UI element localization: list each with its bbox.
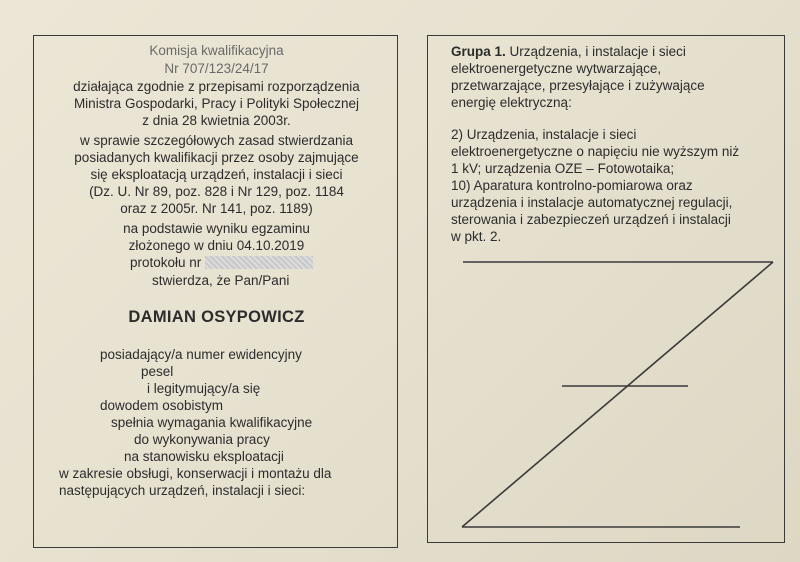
- body-line: w zakresie obsługi, konserwacji i montażu dla: [59, 466, 332, 481]
- body-line: spełnia wymagania kwalifikacyjne: [111, 415, 313, 430]
- group-label: Grupa 1.: [451, 44, 506, 59]
- holder-name: DAMIAN OSYPOWICZ: [128, 308, 305, 326]
- legal-text-line: posiadanych kwalifikacji przez osoby zajmujące: [74, 150, 359, 165]
- exam-date: złożonego w dniu 04.10.2019: [128, 238, 305, 253]
- commission-title: Komisja kwalifikacyjna: [149, 43, 284, 58]
- z-diagonal-line: [462, 262, 773, 527]
- body-line: do wykonywania pracy: [134, 432, 270, 447]
- body-line: posiadający/a numer ewidencyjny: [100, 347, 302, 362]
- states-text: stwierdza, że Pan/Pani: [152, 273, 290, 288]
- item-line: 1 kV; urządzenia OZE – Fotowotaika;: [451, 161, 675, 176]
- commission-number: Nr 707/123/24/17: [164, 61, 269, 76]
- protocol-label: protokołu nr: [130, 255, 202, 270]
- legal-text-line: na podstawie wyniku egzaminu: [123, 221, 310, 236]
- legal-text-line: się eksploatacją urządzeń, instalacji i sieci: [90, 167, 343, 182]
- item-line: sterowania i zabezpieczeń urządzeń i instalacji: [451, 212, 731, 227]
- group-desc: Urządzenia, i instalacje i sieci: [509, 44, 686, 59]
- body-line: na stanowisku eksploatacji: [124, 449, 284, 464]
- group-desc-line: elektroenergetyczne wytwarzające,: [451, 61, 662, 76]
- legal-text-line: w sprawie szczegółowych zasad stwierdzania: [79, 133, 354, 148]
- pesel-label: pesel: [141, 364, 174, 379]
- legal-text-line: Ministra Gospodarki, Pracy i Polityki Społecznej: [73, 96, 360, 111]
- body-line: następujących urządzeń, instalacji i sieci:: [59, 483, 306, 498]
- legal-text-line: oraz z 2005r. Nr 141, poz. 1189): [120, 201, 313, 216]
- legal-text-line: z dnia 28 kwietnia 2003r.: [142, 113, 291, 128]
- item-line: elektroenergetyczne o napięciu nie wyższym niż: [451, 144, 740, 159]
- item-line: urządzenia i instalacje automatycznej regulacji,: [451, 195, 733, 210]
- body-line: i legitymujący/a się: [147, 381, 261, 396]
- group-desc-line: energię elektryczną:: [451, 95, 572, 110]
- group-desc-line: przetwarzające, przesyłające i zużywające: [451, 78, 705, 93]
- item-line: 10) Aparatura kontrolno-pomiarowa oraz: [451, 178, 693, 193]
- item-line: w pkt. 2.: [451, 229, 502, 244]
- legal-text-line: działająca zgodnie z przepisami rozporządzenia: [73, 79, 360, 94]
- item-line: 2) Urządzenia, instalacje i sieci: [451, 127, 637, 142]
- body-line: dowodem osobistym: [100, 398, 224, 413]
- legal-text-line: (Dz. U. Nr 89, poz. 828 i Nr 129, poz. 1184: [89, 184, 344, 199]
